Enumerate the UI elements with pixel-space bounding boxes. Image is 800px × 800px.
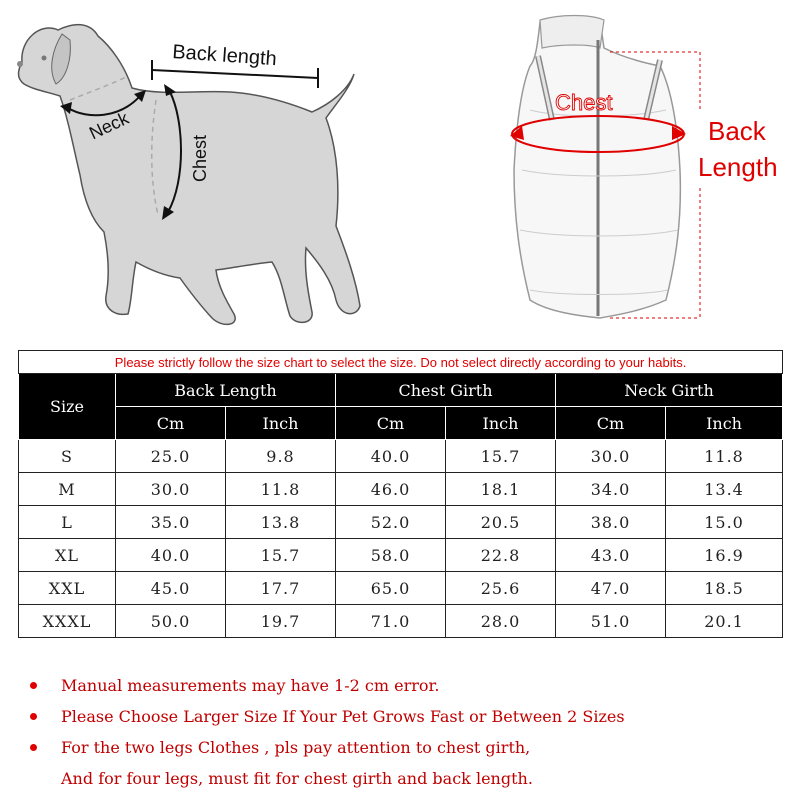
neck-girth-header: Neck Girth — [556, 374, 783, 407]
bullet-dot-icon — [30, 744, 37, 751]
notes-list — [30, 670, 790, 794]
unit-header: Cm — [336, 407, 446, 440]
value-cell: 43.0 — [556, 539, 666, 572]
value-cell: 18.5 — [666, 572, 783, 605]
value-cell: 28.0 — [446, 605, 556, 638]
unit-header: Cm — [556, 407, 666, 440]
value-cell: 20.1 — [666, 605, 783, 638]
value-cell: 30.0 — [116, 473, 226, 506]
table-row — [19, 605, 783, 638]
dog-illustration — [17, 25, 360, 325]
note-item-continuation — [30, 763, 790, 794]
size-cell: XL — [19, 539, 116, 572]
size-header: Size — [19, 374, 116, 440]
value-cell: 38.0 — [556, 506, 666, 539]
unit-header: Inch — [226, 407, 336, 440]
value-cell: 46.0 — [336, 473, 446, 506]
value-cell: 65.0 — [336, 572, 446, 605]
back-length-header: Back Length — [116, 374, 336, 407]
table-row — [19, 506, 783, 539]
table-row — [19, 473, 783, 506]
value-cell: 34.0 — [556, 473, 666, 506]
coat-length-label: Length — [698, 152, 778, 182]
value-cell: 20.5 — [446, 506, 556, 539]
note-text: Please Choose Larger Size If Your Pet Grows Fast or Between 2 Sizes — [61, 707, 625, 726]
value-cell: 11.8 — [666, 440, 783, 473]
bullet-dot-icon — [30, 682, 37, 689]
value-cell: 40.0 — [116, 539, 226, 572]
table-row — [19, 539, 783, 572]
value-cell: 13.4 — [666, 473, 783, 506]
value-cell: 30.0 — [556, 440, 666, 473]
value-cell: 11.8 — [226, 473, 336, 506]
unit-header: Inch — [666, 407, 783, 440]
note-item — [30, 701, 790, 732]
value-cell: 40.0 — [336, 440, 446, 473]
note-text: For the two legs Clothes , pls pay attention to chest girth, — [61, 738, 531, 757]
coat-illustration — [514, 16, 680, 319]
value-cell: 25.6 — [446, 572, 556, 605]
value-cell: 15.7 — [446, 440, 556, 473]
coat-chest-label: Chest — [555, 90, 613, 115]
value-cell: 15.7 — [226, 539, 336, 572]
chest-girth-header: Chest Girth — [336, 374, 556, 407]
value-cell: 47.0 — [556, 572, 666, 605]
value-cell: 13.8 — [226, 506, 336, 539]
table-row — [19, 440, 783, 473]
value-cell: 52.0 — [336, 506, 446, 539]
value-cell: 9.8 — [226, 440, 336, 473]
value-cell: 15.0 — [666, 506, 783, 539]
unit-header: Cm — [116, 407, 226, 440]
neck-label: Neck — [86, 107, 132, 144]
note-item — [30, 732, 790, 763]
note-text: Manual measurements may have 1-2 cm error. — [61, 676, 440, 695]
coat-back-label: Back — [708, 116, 766, 146]
table-row — [19, 572, 783, 605]
value-cell: 16.9 — [666, 539, 783, 572]
value-cell: 71.0 — [336, 605, 446, 638]
size-cell: L — [19, 506, 116, 539]
back-length-label: Back length — [171, 40, 278, 71]
unit-header: Inch — [446, 407, 556, 440]
value-cell: 19.7 — [226, 605, 336, 638]
size-notice: Please strictly follow the size chart to select the size. Do not select directly according to your habits. — [19, 351, 783, 374]
value-cell: 17.7 — [226, 572, 336, 605]
value-cell: 35.0 — [116, 506, 226, 539]
size-cell: XXL — [19, 572, 116, 605]
size-cell: S — [19, 440, 116, 473]
value-cell: 25.0 — [116, 440, 226, 473]
value-cell: 18.1 — [446, 473, 556, 506]
illustration-area — [0, 0, 800, 340]
value-cell: 58.0 — [336, 539, 446, 572]
note-item — [30, 670, 790, 701]
chest-label: Chest — [190, 134, 210, 182]
size-cell: M — [19, 473, 116, 506]
note-text: And for four legs, must fit for chest girth and back length. — [61, 769, 533, 788]
size-cell: XXXL — [19, 605, 116, 638]
value-cell: 50.0 — [116, 605, 226, 638]
value-cell: 51.0 — [556, 605, 666, 638]
value-cell: 45.0 — [116, 572, 226, 605]
value-cell: 22.8 — [446, 539, 556, 572]
size-chart-table — [18, 350, 783, 638]
bullet-dot-icon — [30, 713, 37, 720]
